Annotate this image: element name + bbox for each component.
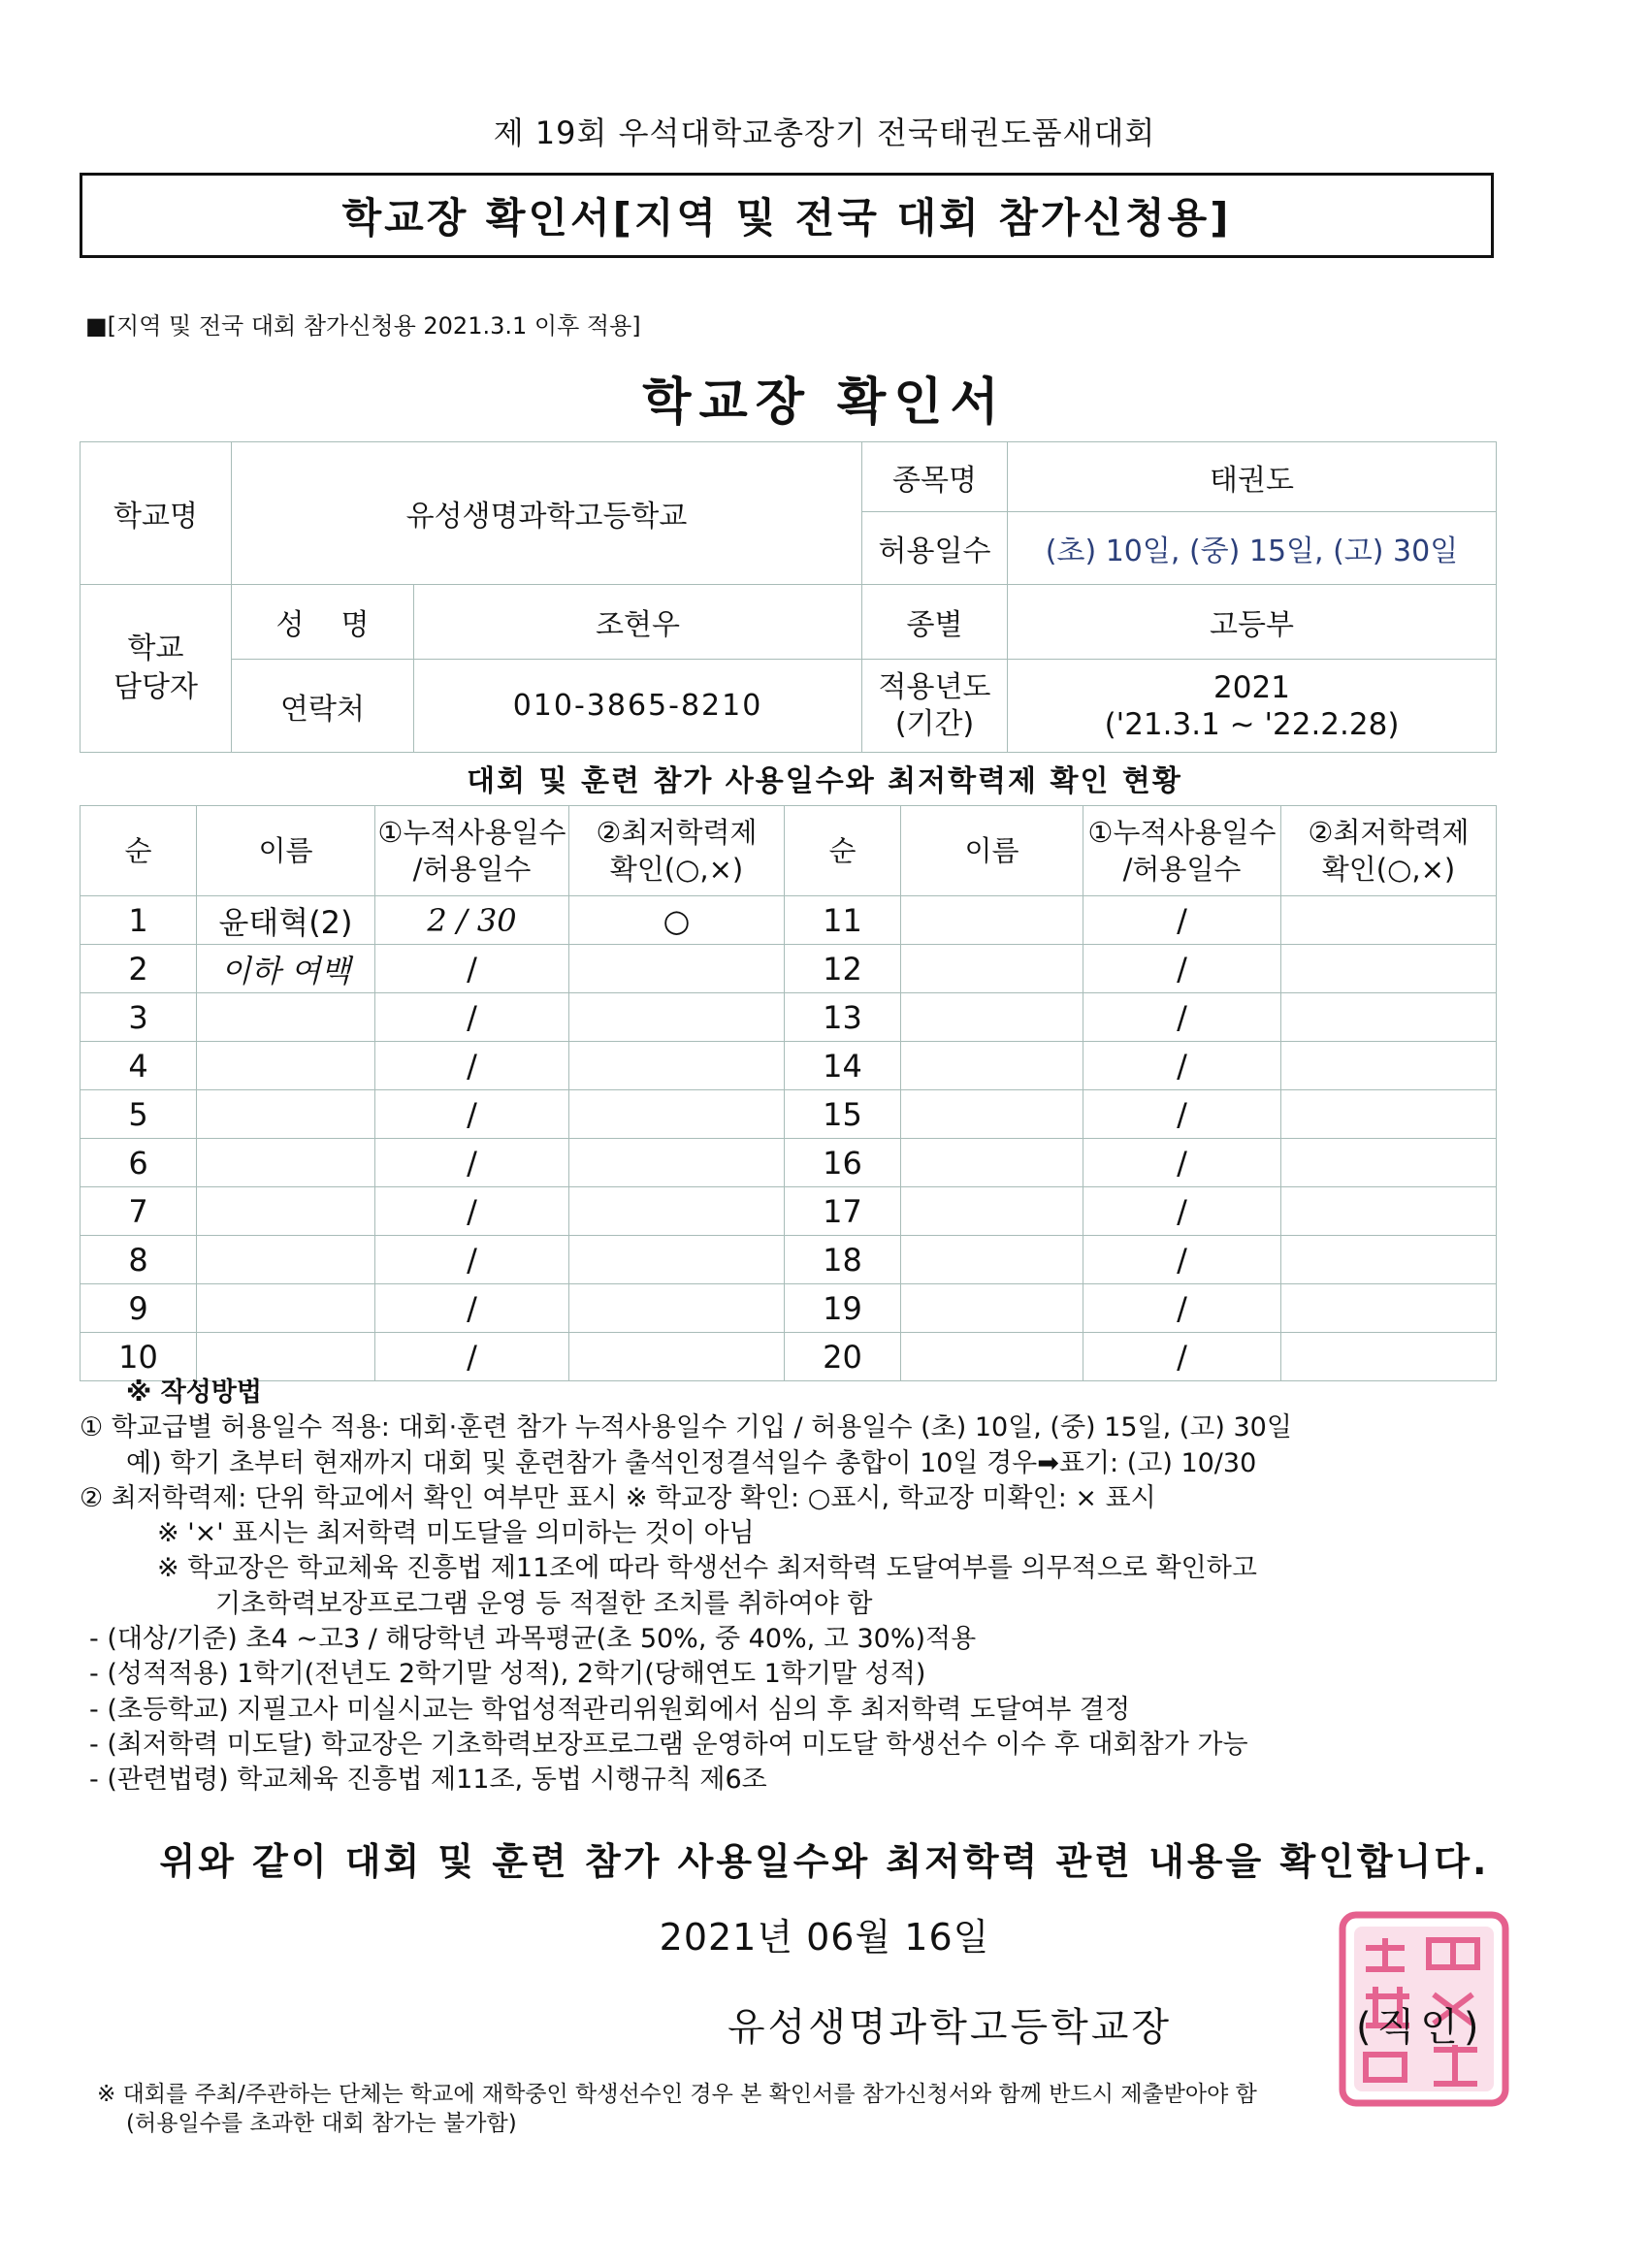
form-title: 학교장 확인서[지역 및 전국 대회 참가신청용] — [341, 194, 1232, 242]
cell-academic — [569, 1139, 785, 1187]
confirmation-statement: 위와 같이 대회 및 훈련 참가 사용일수와 최저학력 관련 내용을 확인합니다. — [159, 1840, 1490, 1883]
form-title-box — [80, 173, 1494, 258]
instruction-2: ② 최저학력제: 단위 학교에서 확인 여부만 표시 ※ 학교장 확인: ○표시, 학교장 미확인: × 표시 — [80, 1482, 1156, 1513]
cell-days: / — [375, 1333, 569, 1381]
instruction-1: ① 학교급별 허용일수 적용: 대회·훈련 참가 누적사용일수 기입 / 허용일수 (초) 10일, (중) 15일, (고) 30일 — [80, 1412, 1292, 1443]
header-days-2: ①누적사용일수 /허용일수 — [1083, 806, 1281, 896]
table-row — [81, 1284, 1497, 1333]
detail-4: - (최저학력 미도달) 학교장은 기초학력보장프로그램 운영하여 미도달 학생선수 이수 후 대회참가 가능 — [89, 1729, 1248, 1760]
detail-2: - (성적적용) 1학기(전년도 2학기말 성적), 2학기(당해연도 1학기말 성적) — [89, 1659, 926, 1690]
cell-academic — [569, 993, 785, 1042]
cell-name: 이하 여백 — [197, 945, 375, 993]
cell-name — [197, 993, 375, 1042]
cell-name: 윤태혁(2) — [197, 896, 375, 945]
cell-no: 6 — [81, 1139, 197, 1187]
cell-name — [197, 1139, 375, 1187]
manager-name: 조현우 — [414, 585, 862, 660]
event-label: 종목명 — [862, 442, 1008, 512]
instructions-heading: ※ 작성방법 — [126, 1377, 262, 1408]
cell-academic — [569, 1333, 785, 1381]
footer-note — [97, 2080, 1552, 2138]
category-label: 종별 — [862, 585, 1008, 660]
manager-label: 학교 담당자 — [81, 585, 232, 753]
school-name: 유성생명과학고등학교 — [232, 442, 862, 585]
event-value: 태권도 — [1008, 442, 1497, 512]
cell-no: 4 — [81, 1042, 197, 1090]
header-name-2: 이름 — [901, 806, 1083, 896]
table-row — [81, 1042, 1497, 1090]
applied-note: ■[지역 및 전국 대회 참가신청용 2021.3.1 이후 적용] — [85, 312, 641, 340]
cell-name — [197, 1090, 375, 1139]
cell-days: / — [1083, 1139, 1281, 1187]
cell-academic — [1281, 1333, 1497, 1381]
cell-no: 3 — [81, 993, 197, 1042]
cell-academic — [1281, 896, 1497, 945]
cell-days: / — [1083, 1187, 1281, 1236]
detail-5: - (관련법령) 학교체육 진흥법 제11조, 동법 시행규칙 제6조 — [89, 1765, 767, 1796]
allowed-days-label: 허용일수 — [862, 512, 1008, 585]
cell-days: / — [375, 1042, 569, 1090]
detail-3: - (초등학교) 지필고사 미실시교는 학업성적관리위원회에서 심의 후 최저학력 도달여부 결정 — [89, 1694, 1131, 1725]
header-days: ①누적사용일수 /허용일수 — [375, 806, 569, 896]
cell-name — [901, 993, 1083, 1042]
school-label: 학교명 — [81, 442, 232, 585]
contact-label: 연락처 — [232, 660, 414, 753]
table-row — [81, 1187, 1497, 1236]
table-row — [81, 993, 1497, 1042]
cell-days: / — [1083, 896, 1281, 945]
cell-days: / — [375, 1187, 569, 1236]
usage-table — [80, 805, 1497, 1381]
manager-name-label: 성 명 — [232, 585, 414, 660]
cell-no: 14 — [785, 1042, 901, 1090]
detail-1: - (대상/기준) 초4 ~고3 / 해당학년 과목평균(초 50%, 중 40%, 고 30%)적용 — [89, 1624, 977, 1655]
cell-no: 1 — [81, 896, 197, 945]
cell-name — [901, 1090, 1083, 1139]
section-title: 대회 및 훈련 참가 사용일수와 최저학력제 확인 현황 — [467, 764, 1182, 798]
header-academic-2: ②최저학력제 확인(○,×) — [1281, 806, 1497, 896]
cell-no: 9 — [81, 1284, 197, 1333]
cell-no: 12 — [785, 945, 901, 993]
cell-name — [197, 1236, 375, 1284]
cell-academic — [1281, 1042, 1497, 1090]
cell-days: / — [375, 1284, 569, 1333]
table-row — [81, 1139, 1497, 1187]
school-info-table — [80, 441, 1497, 753]
cell-academic — [1281, 1284, 1497, 1333]
cell-name — [197, 1333, 375, 1381]
cell-no: 20 — [785, 1333, 901, 1381]
contact-value: 010-3865-8210 — [414, 660, 862, 753]
cell-academic: ○ — [569, 896, 785, 945]
contest-name: 제 19회 우석대학교총장기 전국태권도품새대회 — [493, 114, 1156, 151]
category-value: 고등부 — [1008, 585, 1497, 660]
instruction-4: ※ 학교장은 학교체육 진흥법 제11조에 따라 학생선수 최저학력 도달여부를 의무적으로 확인하고 — [157, 1553, 1257, 1584]
cell-academic — [569, 1042, 785, 1090]
cell-no: 11 — [785, 896, 901, 945]
cell-name — [901, 896, 1083, 945]
header-name: 이름 — [197, 806, 375, 896]
cell-days: / — [1083, 993, 1281, 1042]
cell-name — [197, 1187, 375, 1236]
instruction-3: ※ '×' 표시는 최저학력 미도달을 의미하는 것이 아님 — [157, 1518, 755, 1549]
cell-no: 10 — [81, 1333, 197, 1381]
cell-academic — [569, 1187, 785, 1236]
table-header-row — [81, 806, 1497, 896]
table-row — [81, 896, 1497, 945]
cell-days: 2 / 30 — [375, 896, 569, 945]
cell-academic — [1281, 993, 1497, 1042]
year-label: 적용년도 (기간) — [862, 660, 1008, 753]
table-row — [81, 1090, 1497, 1139]
footer-line-1: ※ 대회를 주최/주관하는 단체는 학교에 재학중인 학생선수인 경우 본 확인서를 참가신청서와 함께 반드시 제출받아야 함 — [97, 2082, 1257, 2107]
cell-academic — [1281, 1090, 1497, 1139]
cell-name — [901, 1284, 1083, 1333]
cell-academic — [1281, 1236, 1497, 1284]
cell-days: / — [375, 945, 569, 993]
cell-academic — [1281, 1139, 1497, 1187]
instruction-4-cont: 기초학력보장프로그램 운영 등 적절한 조치를 취하여야 함 — [215, 1588, 873, 1619]
cell-days: / — [1083, 1333, 1281, 1381]
cell-academic — [1281, 945, 1497, 993]
header-no: 순 — [81, 806, 197, 896]
instruction-1-example: 예) 학기 초부터 현재까지 대회 및 훈련참가 출석인정결석일수 총합이 10일 경우➡표기: (고) 10/30 — [126, 1447, 1257, 1478]
cell-academic — [569, 1090, 785, 1139]
instructions — [80, 1376, 1535, 1798]
cell-academic — [569, 1284, 785, 1333]
cell-name — [901, 1187, 1083, 1236]
seal-label: (직인) — [1356, 2005, 1485, 2050]
cell-name — [901, 1236, 1083, 1284]
year-value: 2021 ('21.3.1 ~ '22.2.28) — [1008, 660, 1497, 753]
cell-no: 2 — [81, 945, 197, 993]
cell-days: / — [375, 1236, 569, 1284]
cell-academic — [569, 945, 785, 993]
footer-line-2: (허용일수를 초과한 대회 참가는 불가함) — [126, 2111, 517, 2136]
cell-days: / — [375, 1139, 569, 1187]
cell-no: 18 — [785, 1236, 901, 1284]
allowed-days-value: (초) 10일, (중) 15일, (고) 30일 — [1008, 512, 1497, 585]
cell-academic — [1281, 1187, 1497, 1236]
cell-name — [197, 1042, 375, 1090]
header-no-2: 순 — [785, 806, 901, 896]
cell-name — [901, 1042, 1083, 1090]
cell-name — [901, 945, 1083, 993]
cell-days: / — [375, 1090, 569, 1139]
cell-name — [901, 1139, 1083, 1187]
cell-no: 13 — [785, 993, 901, 1042]
issue-date: 2021년 06월 16일 — [659, 1916, 990, 1959]
cell-no: 19 — [785, 1284, 901, 1333]
cell-no: 7 — [81, 1187, 197, 1236]
cell-no: 17 — [785, 1187, 901, 1236]
header-academic: ②최저학력제 확인(○,×) — [569, 806, 785, 896]
table-row — [81, 1236, 1497, 1284]
cell-no: 15 — [785, 1090, 901, 1139]
cell-name — [901, 1333, 1083, 1381]
cell-no: 5 — [81, 1090, 197, 1139]
cell-no: 16 — [785, 1139, 901, 1187]
principal-title: 유성생명과학고등학교장 — [728, 2005, 1173, 2050]
cell-days: / — [1083, 1042, 1281, 1090]
cell-days: / — [1083, 945, 1281, 993]
cell-days: / — [1083, 1090, 1281, 1139]
cell-days: / — [375, 993, 569, 1042]
cell-days: / — [1083, 1284, 1281, 1333]
table-row — [81, 1333, 1497, 1381]
cell-name — [197, 1284, 375, 1333]
cell-no: 8 — [81, 1236, 197, 1284]
cell-days: / — [1083, 1236, 1281, 1284]
document-title: 학교장 확인서 — [642, 373, 1007, 432]
cell-academic — [569, 1236, 785, 1284]
table-row — [81, 945, 1497, 993]
